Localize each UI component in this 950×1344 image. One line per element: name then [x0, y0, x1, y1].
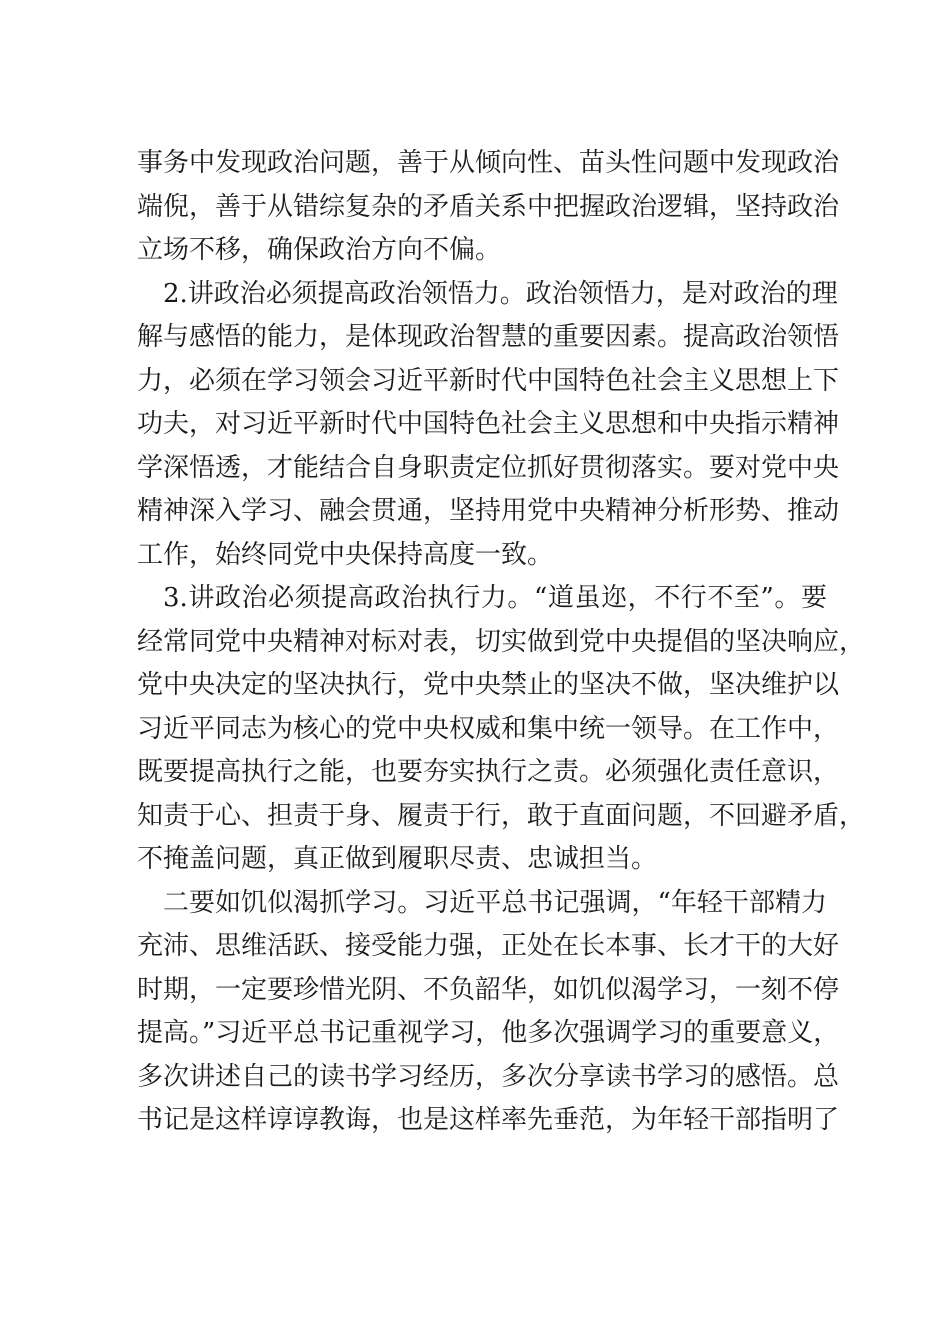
text-line: 经常同党中央精神对标对表，切实做到党中央提倡的坚决响应，: [137, 626, 866, 657]
text-line: 工作，始终同党中央保持高度一致。: [137, 539, 554, 570]
text-line: 既要提高执行之能，也要夯实执行之责。必须强化责任意识，: [137, 757, 840, 787]
text-line: 事务中发现政治问题，善于从倾向性、苗头性问题中发现政治: [137, 148, 840, 178]
paragraph-start-line: 二要如饥似渴抓学习。习近平总书记强调，“年轻干部精力: [163, 887, 827, 918]
text-line: 习近平同志为核心的党中央权威和集中统一领导。在工作中，: [137, 713, 840, 744]
text-line: 知责于心、担责于身、履责于行，敢于直面问题，不回避矛盾，: [137, 800, 866, 831]
text-line: 学深悟透，才能结合自身职责定位抓好贯彻落实。要对党中央: [137, 452, 840, 483]
text-line: 多次讲述自己的读书学习经历，多次分享读书学习的感悟。总: [137, 1061, 840, 1092]
text-line: 端倪，善于从错综复杂的矛盾关系中把握政治逻辑，坚持政治: [137, 191, 840, 222]
text-line: 功夫，对习近平新时代中国特色社会主义思想和中央指示精神: [137, 409, 840, 439]
body-text: [137, 142, 866, 1143]
paragraph-start-line: 2.讲政治必须提高政治领悟力。政治领悟力，是对政治的理: [163, 278, 838, 309]
text-line: 提高。”习近平总书记重视学习，他多次强调学习的重要意义，: [137, 1018, 840, 1048]
text-line: 力，必须在学习领会习近平新时代中国特色社会主义思想上下: [137, 365, 840, 396]
text-line: 立场不移，确保政治方向不偏。: [137, 235, 502, 265]
text-line: 不掩盖问题，真正做到履职尽责、忠诚担当。: [137, 844, 658, 874]
text-line: 书记是这样谆谆教诲，也是这样率先垂范，为年轻干部指明了: [137, 1105, 840, 1135]
text-line: 解与感悟的能力，是体现政治智慧的重要因素。提高政治领悟: [137, 322, 840, 352]
text-line: 时期，一定要珍惜光阴、不负韶华，如饥似渴学习，一刻不停: [137, 974, 840, 1005]
text-line: 充沛、思维活跃、接受能力强，正处在长本事、长才干的大好: [137, 931, 840, 961]
text-line: 党中央决定的坚决执行，党中央禁止的坚决不做，坚决维护以: [137, 670, 840, 700]
text-line: 精神深入学习、融会贯通，坚持用党中央精神分析形势、推动: [137, 496, 840, 526]
paragraph-start-line: 3.讲政治必须提高政治执行力。“道虽迩，不行不至”。要: [163, 583, 827, 613]
